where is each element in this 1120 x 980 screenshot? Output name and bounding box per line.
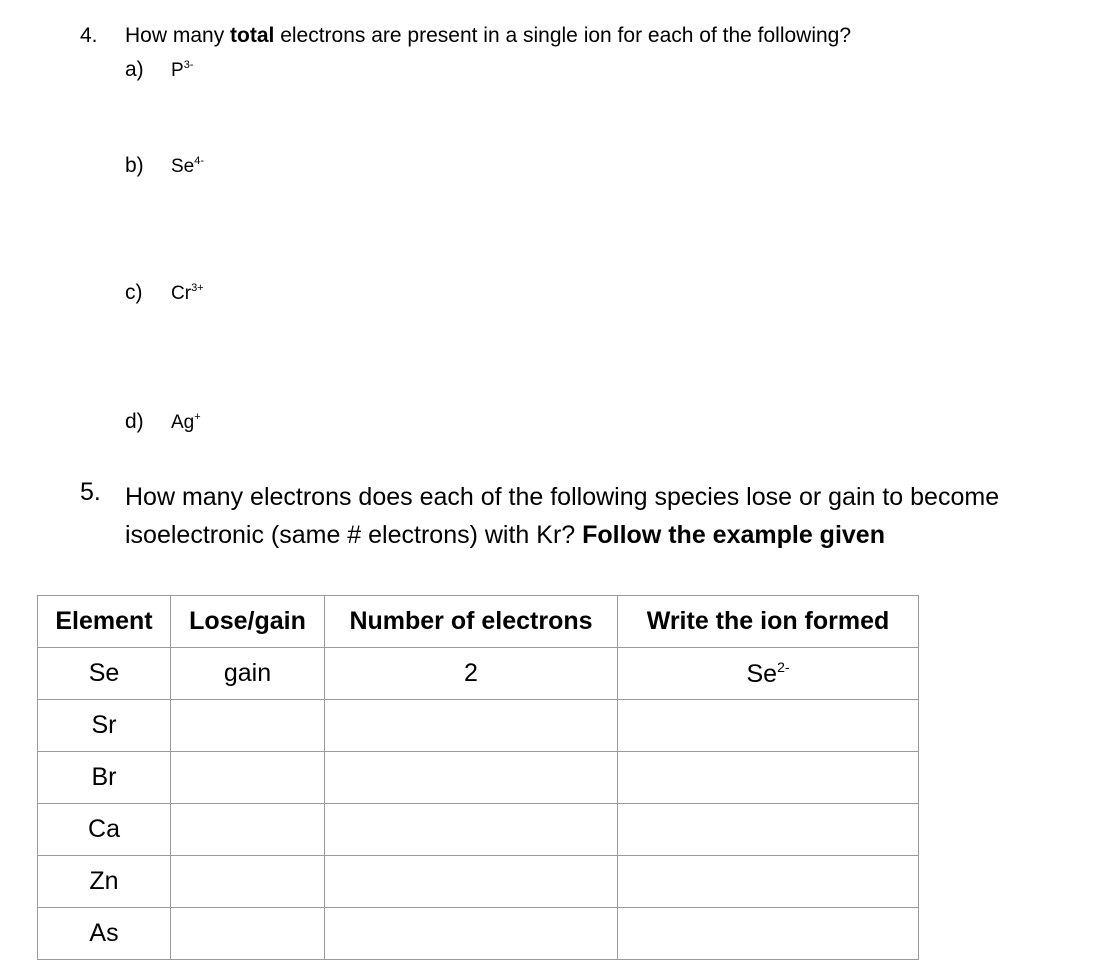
question-5-text	[125, 478, 1110, 554]
cell-lose-gain[interactable]: gain	[171, 648, 325, 700]
ion-symbol: Se	[171, 156, 195, 177]
cell-number[interactable]	[325, 908, 618, 960]
cell-element: Ca	[38, 804, 171, 856]
cell-lose-gain[interactable]	[171, 908, 325, 960]
question-4-text	[125, 24, 851, 48]
q5-text-bold: Follow the example given	[582, 521, 885, 549]
ion-symbol: Se	[746, 659, 778, 688]
table-row	[38, 908, 919, 960]
header-lose-gain: Lose/gain	[171, 596, 325, 648]
cell-lose-gain[interactable]	[171, 804, 325, 856]
q4-text-after: electrons are present in a single ion for each of the following?	[274, 24, 852, 47]
q4-item-c	[125, 281, 204, 305]
cell-lose-gain[interactable]	[171, 856, 325, 908]
cell-number[interactable]	[325, 804, 618, 856]
header-ion: Write the ion formed	[618, 596, 919, 648]
table-row	[38, 804, 919, 856]
cell-element: Se	[38, 648, 171, 700]
cell-element: Sr	[38, 700, 171, 752]
table-row	[38, 648, 919, 700]
cell-ion[interactable]	[618, 804, 919, 856]
q4-item-b	[125, 154, 204, 178]
cell-ion[interactable]	[618, 700, 919, 752]
table-row	[38, 700, 919, 752]
question-5-number: 5.	[80, 478, 101, 506]
q4-text-bold: total	[230, 24, 275, 47]
cell-number[interactable]	[325, 856, 618, 908]
cell-ion[interactable]	[618, 856, 919, 908]
ion-charge: +	[194, 411, 201, 423]
item-label: d)	[125, 410, 144, 433]
q4-text-before: How many	[125, 24, 231, 47]
question-4-number: 4.	[80, 24, 98, 47]
electron-table	[37, 595, 919, 960]
q5-text: How many electrons does each of the following species lose or gain to become isoelectronic (same # electrons) with Kr?	[125, 483, 1000, 549]
cell-element: Br	[38, 752, 171, 804]
header-number: Number of electrons	[325, 596, 618, 648]
cell-ion[interactable]	[618, 648, 919, 700]
table-header-row	[38, 596, 919, 648]
table-row	[38, 752, 919, 804]
cell-lose-gain[interactable]	[171, 752, 325, 804]
ion-symbol: Cr	[171, 283, 192, 304]
q4-item-a	[125, 58, 193, 82]
ion-charge: 4-	[194, 155, 205, 167]
ion-symbol: P	[171, 60, 184, 81]
item-label: c)	[125, 281, 143, 304]
cell-number[interactable]: 2	[325, 648, 618, 700]
ion-charge: 3+	[191, 282, 204, 294]
cell-ion[interactable]	[618, 752, 919, 804]
item-label: a)	[125, 58, 144, 81]
item-label: b)	[125, 154, 144, 177]
ion-symbol: Ag	[171, 412, 195, 433]
cell-element: Zn	[38, 856, 171, 908]
cell-lose-gain[interactable]	[171, 700, 325, 752]
cell-ion[interactable]	[618, 908, 919, 960]
ion-charge: 3-	[183, 59, 194, 71]
header-element: Element	[38, 596, 171, 648]
cell-element: As	[38, 908, 171, 960]
table-row	[38, 856, 919, 908]
ion-charge: 2-	[777, 658, 790, 675]
cell-number[interactable]	[325, 700, 618, 752]
cell-number[interactable]	[325, 752, 618, 804]
q4-item-d	[125, 410, 201, 434]
